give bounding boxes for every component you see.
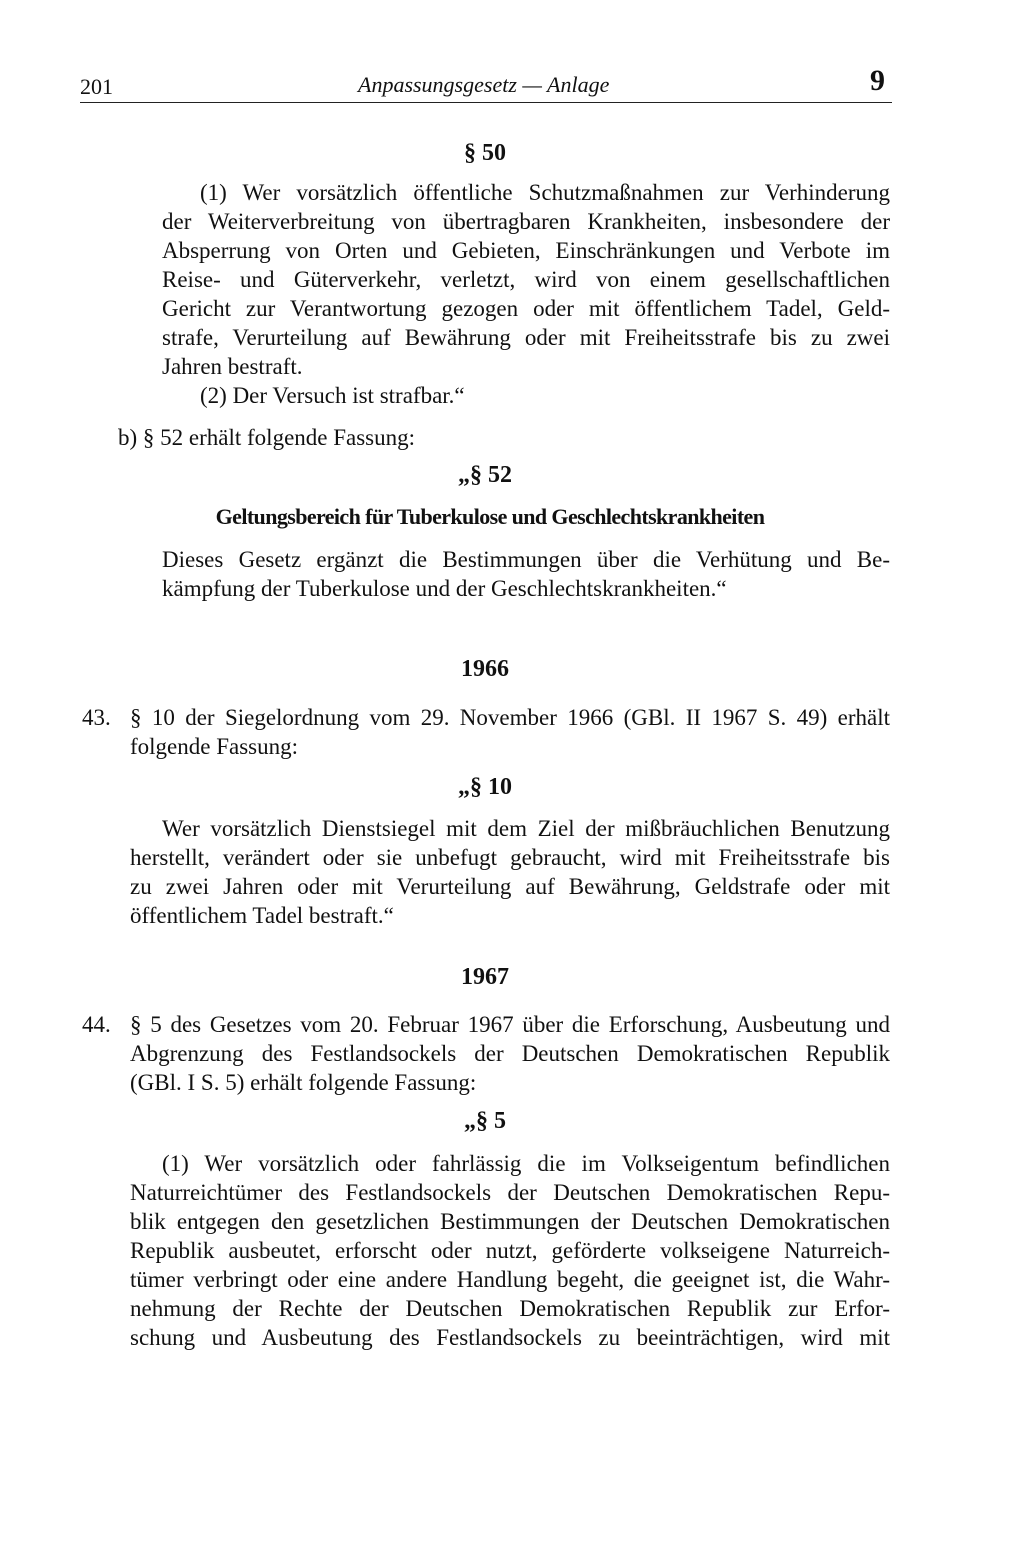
s52-line-2: kämpfung der Tuberkulose und der Geschlechtskrankheiten.“ [162,576,727,601]
s10-line-1: Wer vorsätzlich Dienstsiegel mit dem Ziel der mißbräuchlichen Benutzung [162,816,890,841]
item-43-line-1: § 10 der Siegelordnung vom 29. November 1966 (GBl. II 1967 S. 49) erhält [130,705,890,730]
section-10-heading: „§ 10 [458,774,512,800]
s10-line-3: zu zwei Jahren oder mit Verurteilung auf Bewährung, Geldstrafe oder mit [130,874,890,899]
section-50-heading: § 50 [464,140,506,166]
s50-line-3: Absperrung von Orten und Gebieten, Einschränkungen und Verbote im [162,238,890,263]
item-b: b) § 52 erhält folgende Fassung: [118,425,416,450]
header-rule [80,102,892,103]
s10-line-2: herstellt, verändert oder sie unbefugt gebraucht, wird mit Freiheitsstrafe bis [130,845,890,870]
s50-line-1: (1) Wer vorsätzlich öffentliche Schutzmaßnahmen zur Verhinderung [200,180,890,205]
s5-line-3: blik entgegen den gesetzlichen Bestimmungen der Deutschen Demokratischen [130,1209,890,1234]
year-1966-heading: 1966 [461,656,509,682]
item-43-number: 43. [82,705,111,730]
running-title: Anpassungsgesetz — Anlage [358,72,610,97]
s5-line-7: schung und Ausbeutung des Festlandsockels zu beeinträchtigen, wird mit [130,1325,890,1350]
s50-line-7: Jahren bestraft. [162,354,303,379]
year-1967-heading: 1967 [461,964,509,990]
item-43-line-2: folgende Fassung: [130,734,299,759]
item-44-line-1: § 5 des Gesetzes vom 20. Februar 1967 über die Erforschung, Ausbeutung und [130,1012,890,1037]
page-number-left: 201 [80,74,113,99]
section-52-heading: „§ 52 [458,462,512,488]
s50-paragraph-2: (2) Der Versuch ist strafbar.“ [200,383,465,408]
item-44-line-2: Abgrenzung des Festlandsockels der Deutschen Demokratischen Republik [130,1041,890,1066]
s5-line-5: tümer verbringt oder eine andere Handlung begeht, die geeignet ist, die Wahr- [130,1267,890,1292]
item-44-line-3: (GBl. I S. 5) erhält folgende Fassung: [130,1070,477,1095]
s5-line-1: (1) Wer vorsätzlich oder fahrlässig die im Volkseigentum befindlichen [162,1151,890,1176]
s5-line-6: nehmung der Rechte der Deutschen Demokratischen Republik zur Erfor- [130,1296,890,1321]
s50-line-4: Reise- und Güterverkehr, verletzt, wird von einem gesellschaftlichen [162,267,890,292]
s5-line-4: Republik ausbeutet, erforscht oder nutzt, geförderte volkseigene Naturreich- [130,1238,890,1263]
item-44-number: 44. [82,1012,111,1037]
s50-line-2: der Weiterverbreitung von übertragbaren Krankheiten, insbesondere der [162,209,890,234]
s5-line-2: Naturreichtümer des Festlandsockels der Deutschen Demokratischen Repu- [130,1180,890,1205]
section-52-subheading: Geltungsbereich für Tuberkulose und Geschlechtskrankheiten [215,504,765,529]
page-number-right: 9 [870,64,885,97]
section-5-heading: „§ 5 [464,1108,506,1134]
s10-line-4: öffentlichem Tadel bestraft.“ [130,903,394,928]
s50-line-5: Gericht zur Verantwortung gezogen oder mit öffentlichem Tadel, Geld- [162,296,890,321]
s50-line-6: strafe, Verurteilung auf Bewährung oder mit Freiheitsstrafe bis zu zwei [162,325,890,350]
s52-line-1: Dieses Gesetz ergänzt die Bestimmungen über die Verhütung und Be- [162,547,890,572]
